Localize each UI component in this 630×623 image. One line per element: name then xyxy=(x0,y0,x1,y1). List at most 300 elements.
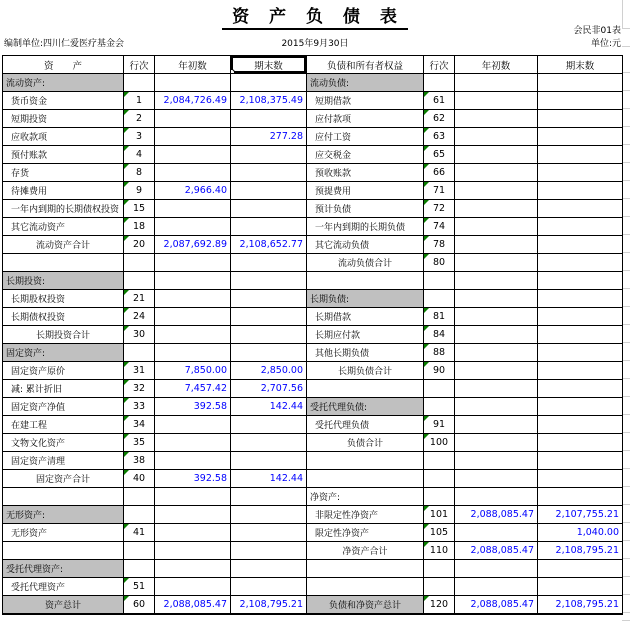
comment-flag-icon xyxy=(124,218,129,223)
asset-label[interactable]: 其它流动资产 xyxy=(3,218,124,236)
asset-begin-value[interactable] xyxy=(155,416,231,434)
asset-line-number[interactable]: 51 xyxy=(124,578,155,596)
comment-flag-icon xyxy=(124,236,129,241)
comment-flag-icon xyxy=(424,344,429,349)
asset-end-value[interactable] xyxy=(231,416,307,434)
liability-line-number[interactable]: 81 xyxy=(424,308,455,326)
comment-flag-icon xyxy=(124,470,129,475)
liability-begin-value[interactable] xyxy=(455,110,538,128)
liability-end-value[interactable] xyxy=(538,92,623,110)
liability-begin-value[interactable] xyxy=(455,398,538,416)
table-row xyxy=(3,434,623,452)
asset-end-value[interactable] xyxy=(231,218,307,236)
liability-label[interactable]: 负债和净资产总计 xyxy=(307,596,424,614)
asset-end-value[interactable] xyxy=(231,182,307,200)
liability-label[interactable]: 长期负债: xyxy=(307,290,424,308)
asset-line-number[interactable]: 38 xyxy=(124,452,155,470)
liability-end-value[interactable] xyxy=(538,236,623,254)
liability-label[interactable]: 应交税金 xyxy=(307,146,424,164)
asset-line-number[interactable]: 20 xyxy=(124,236,155,254)
asset-begin-value[interactable] xyxy=(155,254,231,272)
asset-end-value[interactable] xyxy=(231,308,307,326)
liability-end-value[interactable] xyxy=(538,254,623,272)
comment-flag-icon xyxy=(124,146,129,151)
liability-begin-value[interactable]: 2,088,085.47 xyxy=(455,542,538,560)
liability-begin-value[interactable] xyxy=(455,236,538,254)
asset-label[interactable]: 减: 累计折旧 xyxy=(3,380,124,398)
asset-line-number[interactable]: 21 xyxy=(124,290,155,308)
comment-flag-icon xyxy=(424,254,429,259)
liability-label[interactable]: 长期借款 xyxy=(307,308,424,326)
liability-end-value[interactable] xyxy=(538,416,623,434)
asset-begin-value[interactable] xyxy=(155,344,231,362)
asset-line-number[interactable]: 32 xyxy=(124,380,155,398)
asset-end-value[interactable] xyxy=(231,146,307,164)
gridline xyxy=(622,46,630,47)
asset-begin-value[interactable] xyxy=(155,524,231,542)
asset-begin-value[interactable] xyxy=(155,74,231,92)
comment-flag-icon xyxy=(424,308,429,313)
header-begin-right[interactable]: 年初数 xyxy=(455,56,538,74)
liability-line-number[interactable]: 66 xyxy=(424,164,455,182)
asset-line-number[interactable]: 33 xyxy=(124,398,155,416)
liability-begin-value[interactable] xyxy=(455,362,538,380)
table-row xyxy=(3,488,623,506)
comment-flag-icon xyxy=(124,380,129,385)
asset-line-number[interactable]: 41 xyxy=(124,524,155,542)
liability-end-value[interactable] xyxy=(538,326,623,344)
liability-begin-value[interactable] xyxy=(455,452,538,470)
table-row xyxy=(3,254,623,272)
liability-end-value[interactable] xyxy=(538,380,623,398)
liability-line-number[interactable]: 84 xyxy=(424,326,455,344)
asset-label[interactable] xyxy=(3,488,124,506)
liability-line-number[interactable]: 65 xyxy=(424,146,455,164)
table-row xyxy=(3,344,623,362)
liability-begin-value[interactable] xyxy=(455,416,538,434)
liability-begin-value[interactable] xyxy=(455,218,538,236)
liability-end-value[interactable] xyxy=(538,146,623,164)
header-liabilities[interactable]: 负债和所有者权益 xyxy=(307,56,424,74)
asset-end-value[interactable] xyxy=(231,488,307,506)
unit-label[interactable]: 单位:元 xyxy=(590,39,621,49)
asset-line-number[interactable]: 40 xyxy=(124,470,155,488)
asset-label[interactable] xyxy=(3,254,124,272)
liability-label[interactable]: 预收账款 xyxy=(307,164,424,182)
liability-begin-value[interactable] xyxy=(455,578,538,596)
asset-label[interactable]: 长期股权投资 xyxy=(3,290,124,308)
asset-line-number[interactable] xyxy=(124,560,155,578)
liability-line-number[interactable]: 120 xyxy=(424,596,455,614)
liability-line-number[interactable] xyxy=(424,74,455,92)
asset-begin-value[interactable]: 2,966.40 xyxy=(155,182,231,200)
header-begin-left[interactable]: 年初数 xyxy=(155,56,231,74)
liability-line-number[interactable] xyxy=(424,578,455,596)
table-row xyxy=(3,452,623,470)
comment-flag-icon xyxy=(424,416,429,421)
asset-line-number[interactable]: 60 xyxy=(124,596,155,614)
asset-begin-value[interactable]: 7,457.42 xyxy=(155,380,231,398)
liability-begin-value[interactable] xyxy=(455,290,538,308)
asset-label[interactable]: 固定资产净值 xyxy=(3,398,124,416)
liability-line-number[interactable]: 100 xyxy=(424,434,455,452)
asset-end-value[interactable] xyxy=(231,326,307,344)
liability-begin-value[interactable] xyxy=(455,146,538,164)
asset-line-number[interactable]: 4 xyxy=(124,146,155,164)
asset-begin-value[interactable]: 2,084,726.49 xyxy=(155,92,231,110)
liability-label[interactable]: 受托代理负债 xyxy=(307,416,424,434)
asset-end-value[interactable] xyxy=(231,452,307,470)
liability-label[interactable]: 其他长期负债 xyxy=(307,344,424,362)
liability-line-number[interactable] xyxy=(424,272,455,290)
table-row xyxy=(3,74,623,92)
liability-label[interactable]: 净资产合计 xyxy=(307,542,424,560)
gridline xyxy=(622,0,623,28)
liability-label[interactable] xyxy=(307,380,424,398)
liability-end-value[interactable] xyxy=(538,398,623,416)
comment-flag-icon xyxy=(424,236,429,241)
asset-begin-value[interactable] xyxy=(155,146,231,164)
asset-begin-value[interactable]: 392.58 xyxy=(155,470,231,488)
asset-begin-value[interactable] xyxy=(155,272,231,290)
liability-label[interactable]: 短期借款 xyxy=(307,92,424,110)
liability-line-number[interactable] xyxy=(424,290,455,308)
liability-begin-value[interactable] xyxy=(455,434,538,452)
table-row xyxy=(3,596,623,614)
liability-label[interactable]: 预计负债 xyxy=(307,200,424,218)
comment-flag-icon xyxy=(124,578,129,583)
asset-end-value[interactable] xyxy=(231,254,307,272)
liability-begin-value[interactable] xyxy=(455,272,538,290)
liability-label[interactable]: 长期负债合计 xyxy=(307,362,424,380)
liability-end-value[interactable]: 1,040.00 xyxy=(538,524,623,542)
table-row xyxy=(3,290,623,308)
asset-end-value[interactable]: 2,850.00 xyxy=(231,362,307,380)
asset-label[interactable]: 待摊费用 xyxy=(3,182,124,200)
liability-label[interactable]: 预提费用 xyxy=(307,182,424,200)
liability-begin-value[interactable] xyxy=(455,344,538,362)
selected-cell-header-end-left[interactable] xyxy=(231,56,307,74)
liability-label[interactable]: 其它流动负债 xyxy=(307,236,424,254)
asset-begin-value[interactable] xyxy=(155,128,231,146)
liability-label[interactable]: 受托代理负债: xyxy=(307,398,424,416)
asset-label[interactable]: 长期投资: xyxy=(3,272,124,290)
liability-line-number[interactable]: 90 xyxy=(424,362,455,380)
header-line-left[interactable]: 行次 xyxy=(124,56,155,74)
asset-line-number[interactable]: 8 xyxy=(124,164,155,182)
asset-label[interactable]: 文物文化资产 xyxy=(3,434,124,452)
asset-line-number[interactable] xyxy=(124,344,155,362)
liability-begin-value[interactable] xyxy=(455,74,538,92)
liability-line-number[interactable]: 61 xyxy=(424,92,455,110)
asset-label[interactable]: 无形资产: xyxy=(3,506,124,524)
liability-label[interactable]: 非限定性净资产 xyxy=(307,506,424,524)
comment-flag-icon xyxy=(424,218,429,223)
liability-end-value[interactable] xyxy=(538,452,623,470)
liability-end-value[interactable] xyxy=(538,344,623,362)
liability-end-value[interactable] xyxy=(538,128,623,146)
asset-line-number[interactable]: 2 xyxy=(124,110,155,128)
comment-flag-icon xyxy=(424,542,429,547)
asset-begin-value[interactable] xyxy=(155,488,231,506)
liability-end-value[interactable] xyxy=(538,272,623,290)
liability-end-value[interactable] xyxy=(538,308,623,326)
liability-end-value[interactable] xyxy=(538,110,623,128)
asset-label[interactable]: 预付账款 xyxy=(3,146,124,164)
asset-begin-value[interactable] xyxy=(155,452,231,470)
asset-end-value[interactable]: 2,108,652.77 xyxy=(231,236,307,254)
asset-line-number[interactable]: 35 xyxy=(124,434,155,452)
asset-label[interactable]: 固定资产: xyxy=(3,344,124,362)
liability-label[interactable]: 一年内到期的长期负债 xyxy=(307,218,424,236)
asset-end-value[interactable]: 2,108,795.21 xyxy=(231,596,307,614)
liability-line-number[interactable]: 88 xyxy=(424,344,455,362)
asset-begin-value[interactable] xyxy=(155,164,231,182)
asset-end-value[interactable] xyxy=(231,560,307,578)
liability-label[interactable]: 应付工资 xyxy=(307,128,424,146)
asset-label[interactable]: 受托代理资产: xyxy=(3,560,124,578)
asset-begin-value[interactable] xyxy=(155,218,231,236)
liability-line-number[interactable] xyxy=(424,470,455,488)
asset-end-value[interactable] xyxy=(231,272,307,290)
liability-end-value[interactable] xyxy=(538,164,623,182)
liability-line-number[interactable]: 63 xyxy=(424,128,455,146)
asset-begin-value[interactable] xyxy=(155,560,231,578)
liability-line-number[interactable]: 105 xyxy=(424,524,455,542)
fill-handle[interactable] xyxy=(231,69,236,74)
liability-begin-value[interactable] xyxy=(455,380,538,398)
asset-end-value[interactable]: 2,108,375.49 xyxy=(231,92,307,110)
liability-begin-value[interactable] xyxy=(455,308,538,326)
asset-begin-value[interactable] xyxy=(155,308,231,326)
asset-end-value[interactable] xyxy=(231,578,307,596)
liability-end-value[interactable] xyxy=(538,434,623,452)
comment-flag-icon xyxy=(124,92,129,97)
liability-line-number[interactable]: 74 xyxy=(424,218,455,236)
liability-line-number[interactable] xyxy=(424,452,455,470)
asset-line-number[interactable] xyxy=(124,506,155,524)
liability-end-value[interactable] xyxy=(538,290,623,308)
liability-label[interactable]: 流动负债: xyxy=(307,74,424,92)
asset-begin-value[interactable]: 392.58 xyxy=(155,398,231,416)
liability-end-value[interactable] xyxy=(538,488,623,506)
liability-begin-value[interactable]: 2,088,085.47 xyxy=(455,506,538,524)
asset-line-number[interactable] xyxy=(124,542,155,560)
asset-end-value[interactable] xyxy=(231,290,307,308)
liability-line-number[interactable] xyxy=(424,398,455,416)
liability-begin-value[interactable] xyxy=(455,92,538,110)
comment-flag-icon xyxy=(124,164,129,169)
liability-line-number[interactable]: 71 xyxy=(424,182,455,200)
liability-line-number[interactable]: 72 xyxy=(424,200,455,218)
asset-label[interactable]: 一年内到期的长期债权投资 xyxy=(3,200,124,218)
liability-end-value[interactable] xyxy=(538,200,623,218)
liability-line-number[interactable]: 62 xyxy=(424,110,455,128)
asset-line-number[interactable] xyxy=(124,272,155,290)
gridline xyxy=(622,620,630,621)
form-code[interactable]: 会民非01表 xyxy=(573,26,621,36)
comment-flag-icon xyxy=(124,128,129,133)
liability-begin-value[interactable] xyxy=(455,254,538,272)
asset-begin-value[interactable] xyxy=(155,434,231,452)
asset-label[interactable]: 无形资产 xyxy=(3,524,124,542)
liability-label[interactable]: 负债合计 xyxy=(307,434,424,452)
asset-label[interactable]: 流动资产合计 xyxy=(3,236,124,254)
table-row xyxy=(3,308,623,326)
asset-line-number[interactable] xyxy=(124,74,155,92)
liability-end-value[interactable] xyxy=(538,218,623,236)
asset-begin-value[interactable]: 2,088,085.47 xyxy=(155,596,231,614)
liability-label[interactable] xyxy=(307,560,424,578)
liability-end-value[interactable] xyxy=(538,470,623,488)
header-assets[interactable]: 资 产 xyxy=(3,56,124,74)
asset-end-value[interactable] xyxy=(231,434,307,452)
liability-label[interactable] xyxy=(307,272,424,290)
asset-line-number[interactable]: 9 xyxy=(124,182,155,200)
liability-end-value[interactable] xyxy=(538,182,623,200)
liability-line-number[interactable]: 78 xyxy=(424,236,455,254)
asset-end-value[interactable] xyxy=(231,524,307,542)
liability-begin-value[interactable] xyxy=(455,326,538,344)
liability-label[interactable] xyxy=(307,578,424,596)
asset-line-number[interactable]: 1 xyxy=(124,92,155,110)
asset-label[interactable]: 存货 xyxy=(3,164,124,182)
asset-begin-value[interactable] xyxy=(155,290,231,308)
asset-label[interactable]: 固定资产清理 xyxy=(3,452,124,470)
liability-label[interactable] xyxy=(307,452,424,470)
liability-label[interactable]: 净资产: xyxy=(307,488,424,506)
asset-label[interactable]: 应收款项 xyxy=(3,128,124,146)
asset-line-number[interactable]: 31 xyxy=(124,362,155,380)
asset-begin-value[interactable] xyxy=(155,506,231,524)
comment-flag-icon xyxy=(124,434,129,439)
comment-flag-icon xyxy=(124,200,129,205)
asset-line-number[interactable] xyxy=(124,488,155,506)
asset-end-value[interactable]: 277.28 xyxy=(231,128,307,146)
asset-label[interactable]: 流动资产: xyxy=(3,74,124,92)
asset-begin-value[interactable] xyxy=(155,110,231,128)
asset-label[interactable]: 固定资产原价 xyxy=(3,362,124,380)
asset-label[interactable]: 长期投资合计 xyxy=(3,326,124,344)
comment-flag-icon xyxy=(424,326,429,331)
table-row xyxy=(3,272,623,290)
liability-line-number[interactable] xyxy=(424,488,455,506)
report-date[interactable]: 2015年9月30日 xyxy=(281,39,349,49)
liability-label[interactable]: 应付款项 xyxy=(307,110,424,128)
liability-end-value[interactable]: 2,107,755.21 xyxy=(538,506,623,524)
liability-line-number[interactable]: 110 xyxy=(424,542,455,560)
asset-label[interactable]: 货币资金 xyxy=(3,92,124,110)
comment-flag-icon xyxy=(124,290,129,295)
header-line-right[interactable]: 行次 xyxy=(424,56,455,74)
asset-label[interactable]: 长期债权投资 xyxy=(3,308,124,326)
liability-end-value[interactable] xyxy=(538,362,623,380)
table-row xyxy=(3,560,623,578)
header-end-right[interactable]: 期末数 xyxy=(538,56,623,74)
asset-end-value[interactable] xyxy=(231,344,307,362)
liability-begin-value[interactable] xyxy=(455,182,538,200)
asset-begin-value[interactable] xyxy=(155,578,231,596)
table-row xyxy=(3,416,623,434)
table-row xyxy=(3,542,623,560)
liability-line-number[interactable]: 101 xyxy=(424,506,455,524)
asset-line-number[interactable]: 18 xyxy=(124,218,155,236)
liability-end-value[interactable]: 2,108,795.21 xyxy=(538,596,623,614)
asset-end-value[interactable] xyxy=(231,542,307,560)
comment-flag-icon xyxy=(424,362,429,367)
title-row xyxy=(0,2,630,30)
liability-end-value[interactable] xyxy=(538,578,623,596)
asset-begin-value[interactable] xyxy=(155,200,231,218)
table-row xyxy=(3,380,623,398)
asset-label[interactable]: 短期投资 xyxy=(3,110,124,128)
asset-begin-value[interactable]: 7,850.00 xyxy=(155,362,231,380)
asset-end-value[interactable] xyxy=(231,164,307,182)
comment-flag-icon xyxy=(424,146,429,151)
asset-line-number[interactable] xyxy=(124,254,155,272)
asset-end-value[interactable]: 142.44 xyxy=(231,398,307,416)
liability-begin-value[interactable] xyxy=(455,200,538,218)
asset-end-value[interactable] xyxy=(231,110,307,128)
table-row xyxy=(3,164,623,182)
liability-begin-value[interactable] xyxy=(455,560,538,578)
liability-line-number[interactable] xyxy=(424,560,455,578)
asset-begin-value[interactable] xyxy=(155,326,231,344)
liability-end-value[interactable] xyxy=(538,560,623,578)
asset-line-number[interactable]: 24 xyxy=(124,308,155,326)
asset-end-value[interactable] xyxy=(231,506,307,524)
asset-label[interactable]: 固定资产合计 xyxy=(3,470,124,488)
liability-begin-value[interactable] xyxy=(455,524,538,542)
asset-end-value[interactable]: 142.44 xyxy=(231,470,307,488)
asset-begin-value[interactable]: 2,087,692.89 xyxy=(155,236,231,254)
asset-line-number[interactable]: 15 xyxy=(124,200,155,218)
asset-end-value[interactable] xyxy=(231,200,307,218)
liability-line-number[interactable]: 80 xyxy=(424,254,455,272)
asset-end-value[interactable] xyxy=(231,74,307,92)
liability-label[interactable]: 流动负债合计 xyxy=(307,254,424,272)
gridline-column xyxy=(623,55,630,614)
page-title[interactable]: 资 产 负 债 表 xyxy=(222,2,408,30)
comment-flag-icon xyxy=(124,596,129,601)
prepared-by[interactable]: 编制单位:四川仁爱医疗基金会 xyxy=(4,39,125,49)
table-row xyxy=(3,362,623,380)
liability-end-value[interactable] xyxy=(538,74,623,92)
asset-line-number[interactable]: 30 xyxy=(124,326,155,344)
liability-line-number[interactable] xyxy=(424,380,455,398)
asset-line-number[interactable]: 3 xyxy=(124,128,155,146)
liability-label[interactable]: 长期应付款 xyxy=(307,326,424,344)
liability-begin-value[interactable]: 2,088,085.47 xyxy=(455,596,538,614)
asset-end-value[interactable]: 2,707.56 xyxy=(231,380,307,398)
table-row xyxy=(3,524,623,542)
liability-label[interactable]: 限定性净资产 xyxy=(307,524,424,542)
asset-label[interactable] xyxy=(3,542,124,560)
liability-end-value[interactable]: 2,108,795.21 xyxy=(538,542,623,560)
asset-begin-value[interactable] xyxy=(155,542,231,560)
asset-line-number[interactable]: 34 xyxy=(124,416,155,434)
liability-begin-value[interactable] xyxy=(455,470,538,488)
asset-label[interactable]: 受托代理资产 xyxy=(3,578,124,596)
asset-label[interactable]: 资产总计 xyxy=(3,596,124,614)
liability-begin-value[interactable] xyxy=(455,488,538,506)
asset-label[interactable]: 在建工程 xyxy=(3,416,124,434)
liability-begin-value[interactable] xyxy=(455,164,538,182)
liability-label[interactable] xyxy=(307,470,424,488)
liability-line-number[interactable]: 91 xyxy=(424,416,455,434)
liability-begin-value[interactable] xyxy=(455,128,538,146)
table-row xyxy=(3,326,623,344)
